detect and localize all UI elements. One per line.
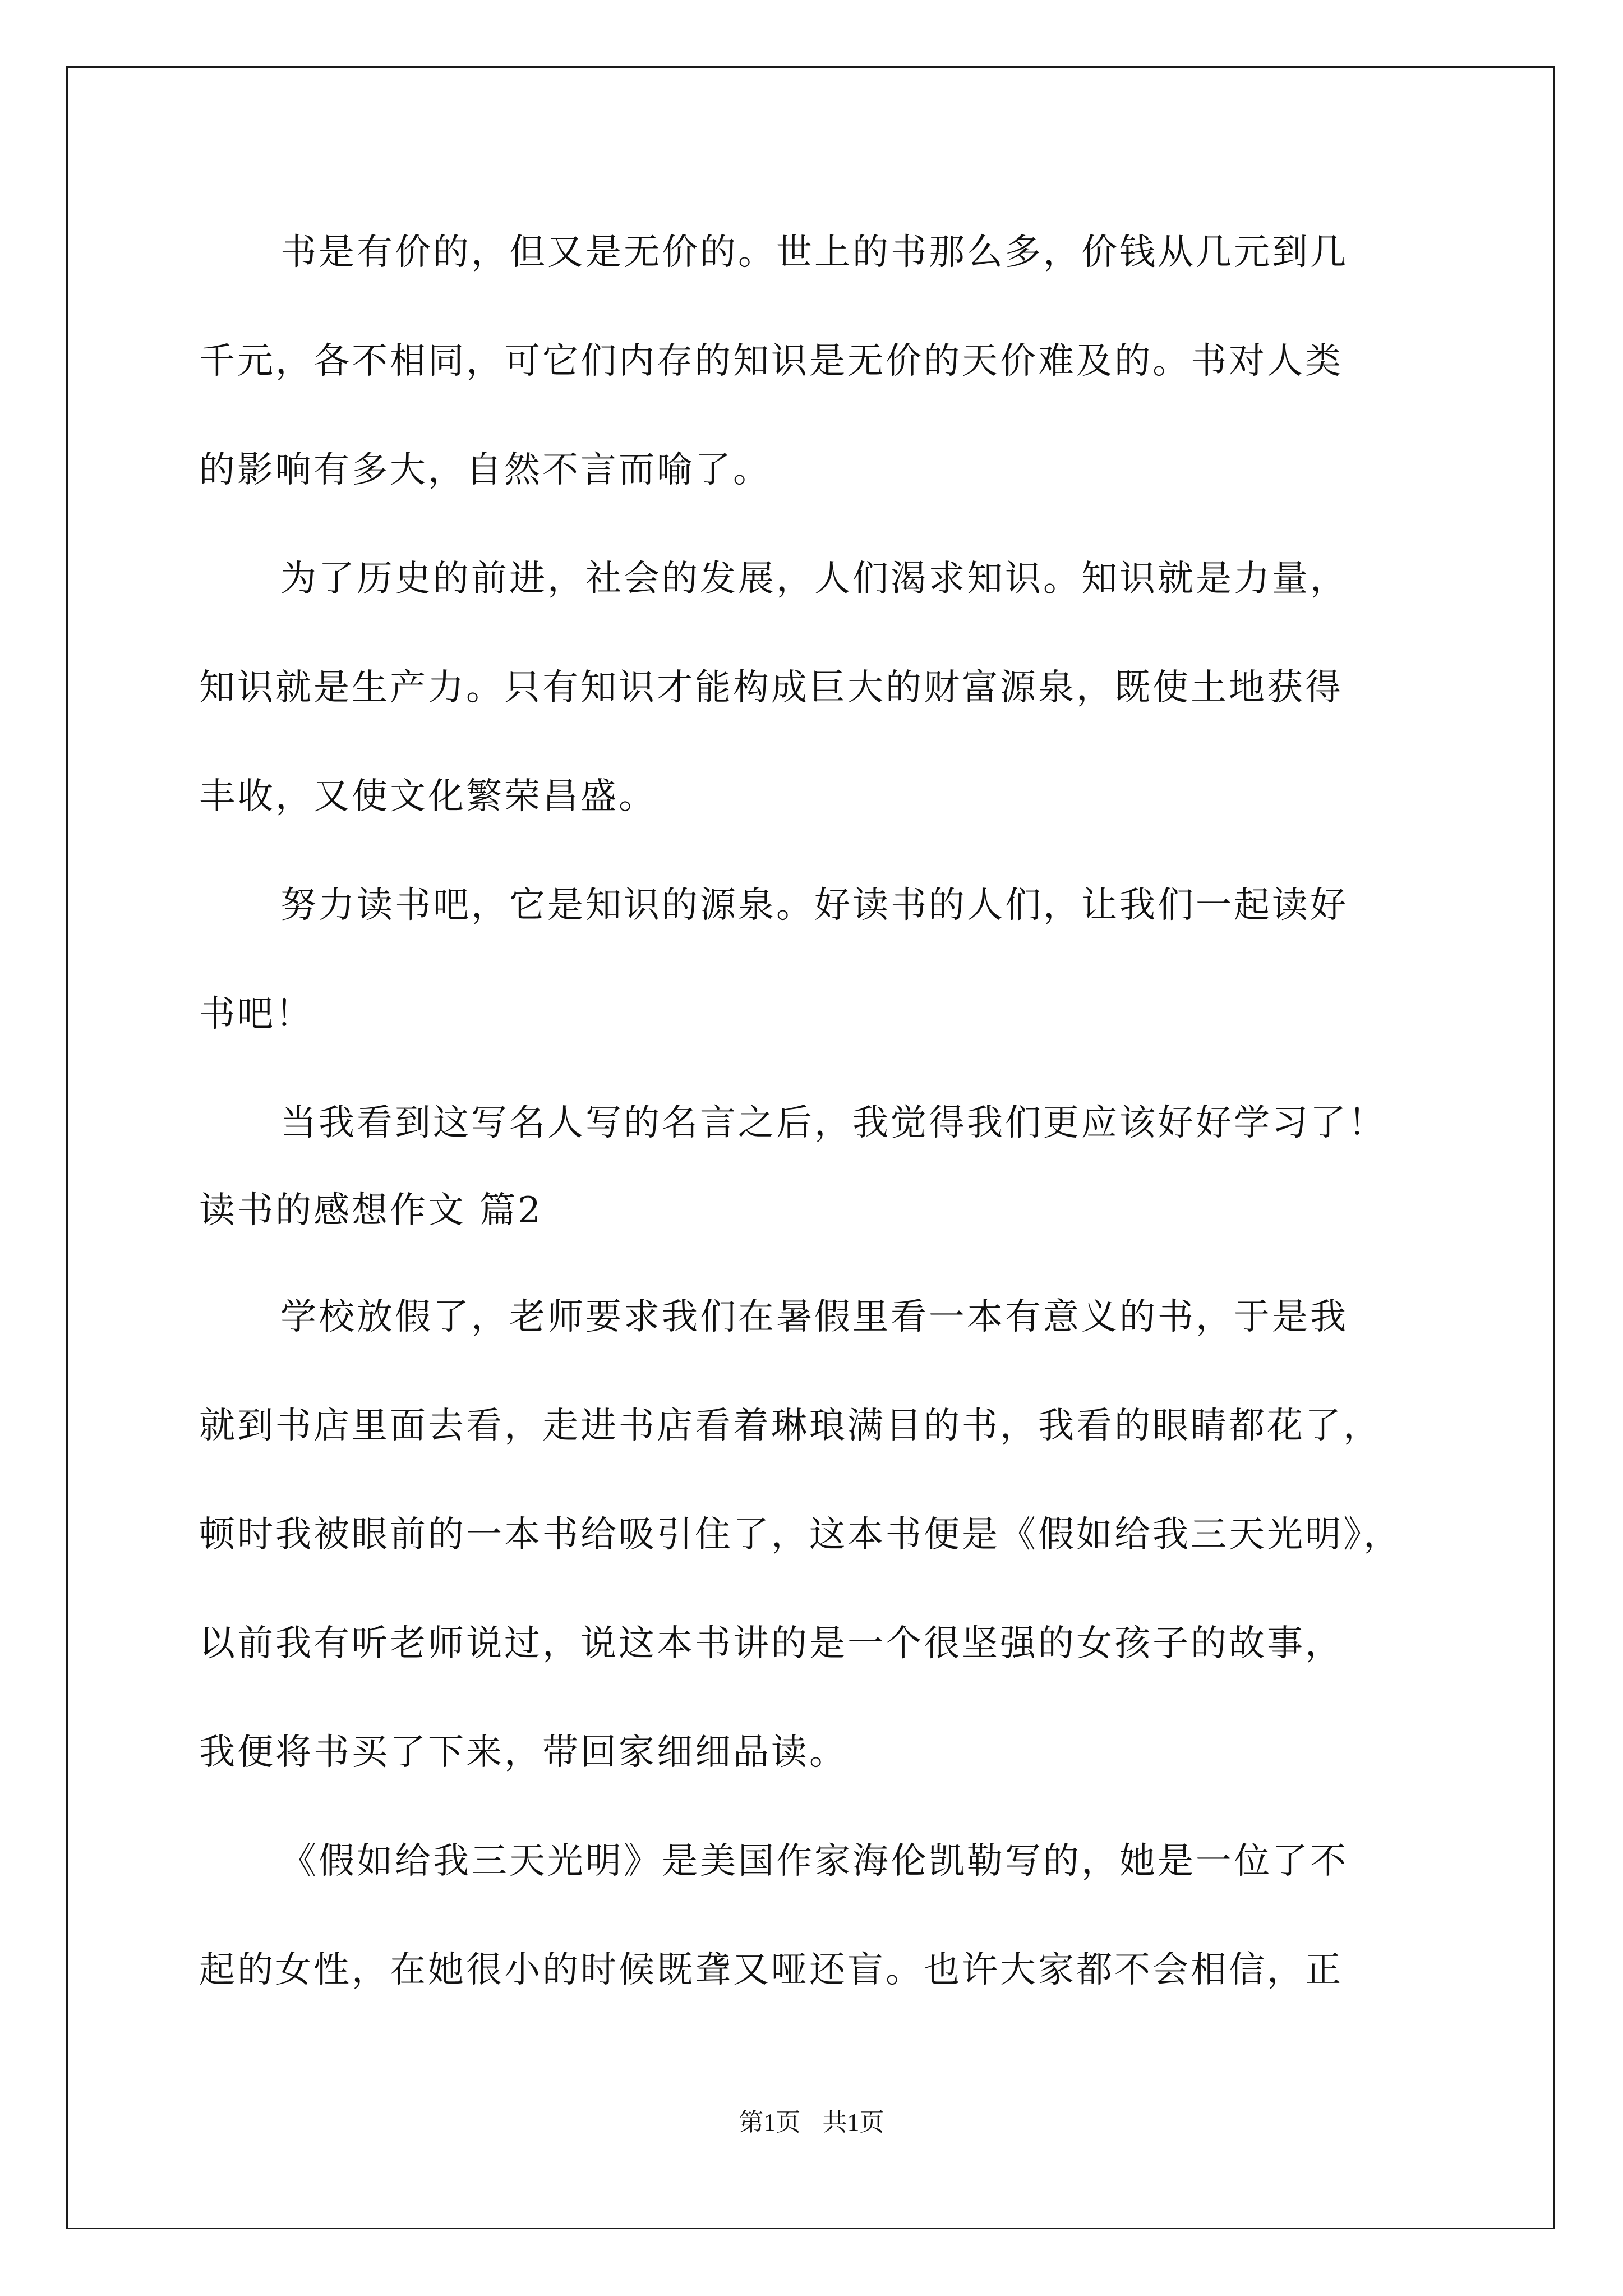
paragraph-3-line-2: 书吧！: [199, 993, 313, 1035]
paragraph-2-line-2: 知识就是生产力。只有知识才能构成巨大的财富源泉，既使土地获得: [199, 667, 1343, 708]
paragraph-1-line-1: 书是有价的，但又是无价的。世上的书那么多，价钱从几元到几: [280, 232, 1348, 273]
paragraph-2-line-3: 丰收，又使文化繁荣昌盛。: [199, 776, 657, 817]
paragraph-5-line-1: 学校放假了，老师要求我们在暑假里看一本有意义的书，于是我: [280, 1296, 1348, 1338]
page-number-total: 共1页: [822, 2109, 884, 2136]
page-border: [66, 66, 1555, 2229]
paragraph-5-line-5: 我便将书买了下来，带回家细细品读。: [199, 1732, 847, 1773]
paragraph-2-line-1: 为了历史的前进，社会的发展，人们渴求知识。知识就是力量，: [280, 558, 1348, 600]
page-number-current: 第1页: [739, 2109, 801, 2136]
paragraph-6-line-1: 《假如给我三天光明》是美国作家海伦凯勒写的，她是一位了不: [280, 1841, 1348, 1882]
paragraph-1-line-2: 千元，各不相同，可它们内存的知识是无价的天价难及的。书对人类: [199, 341, 1343, 382]
paragraph-1-line-3: 的影响有多大，自然不言而喻了。: [199, 449, 771, 491]
paragraph-4-line-1: 当我看到这写名人写的名言之后，我觉得我们更应该好好学习了！: [280, 1102, 1386, 1144]
paragraph-5-line-4: 以前我有听老师说过，说这本书讲的是一个很坚强的女孩子的故事，: [199, 1623, 1343, 1664]
paragraph-6-line-2: 起的女性，在她很小的时候既聋又哑还盲。也许大家都不会相信，正: [199, 1949, 1343, 1991]
page-footer: [0, 2107, 1623, 2138]
paragraph-3-line-1: 努力读书吧，它是知识的源泉。好读书的人们，让我们一起读好: [280, 885, 1348, 926]
paragraph-5-line-3: 顿时我被眼前的一本书给吸引住了，这本书便是《假如给我三天光明》，: [199, 1514, 1401, 1556]
section-heading: 读书的感想作文 篇2: [199, 1190, 543, 1231]
paragraph-5-line-2: 就到书店里面去看，走进书店看着琳琅满目的书，我看的眼睛都花了，: [199, 1405, 1381, 1447]
